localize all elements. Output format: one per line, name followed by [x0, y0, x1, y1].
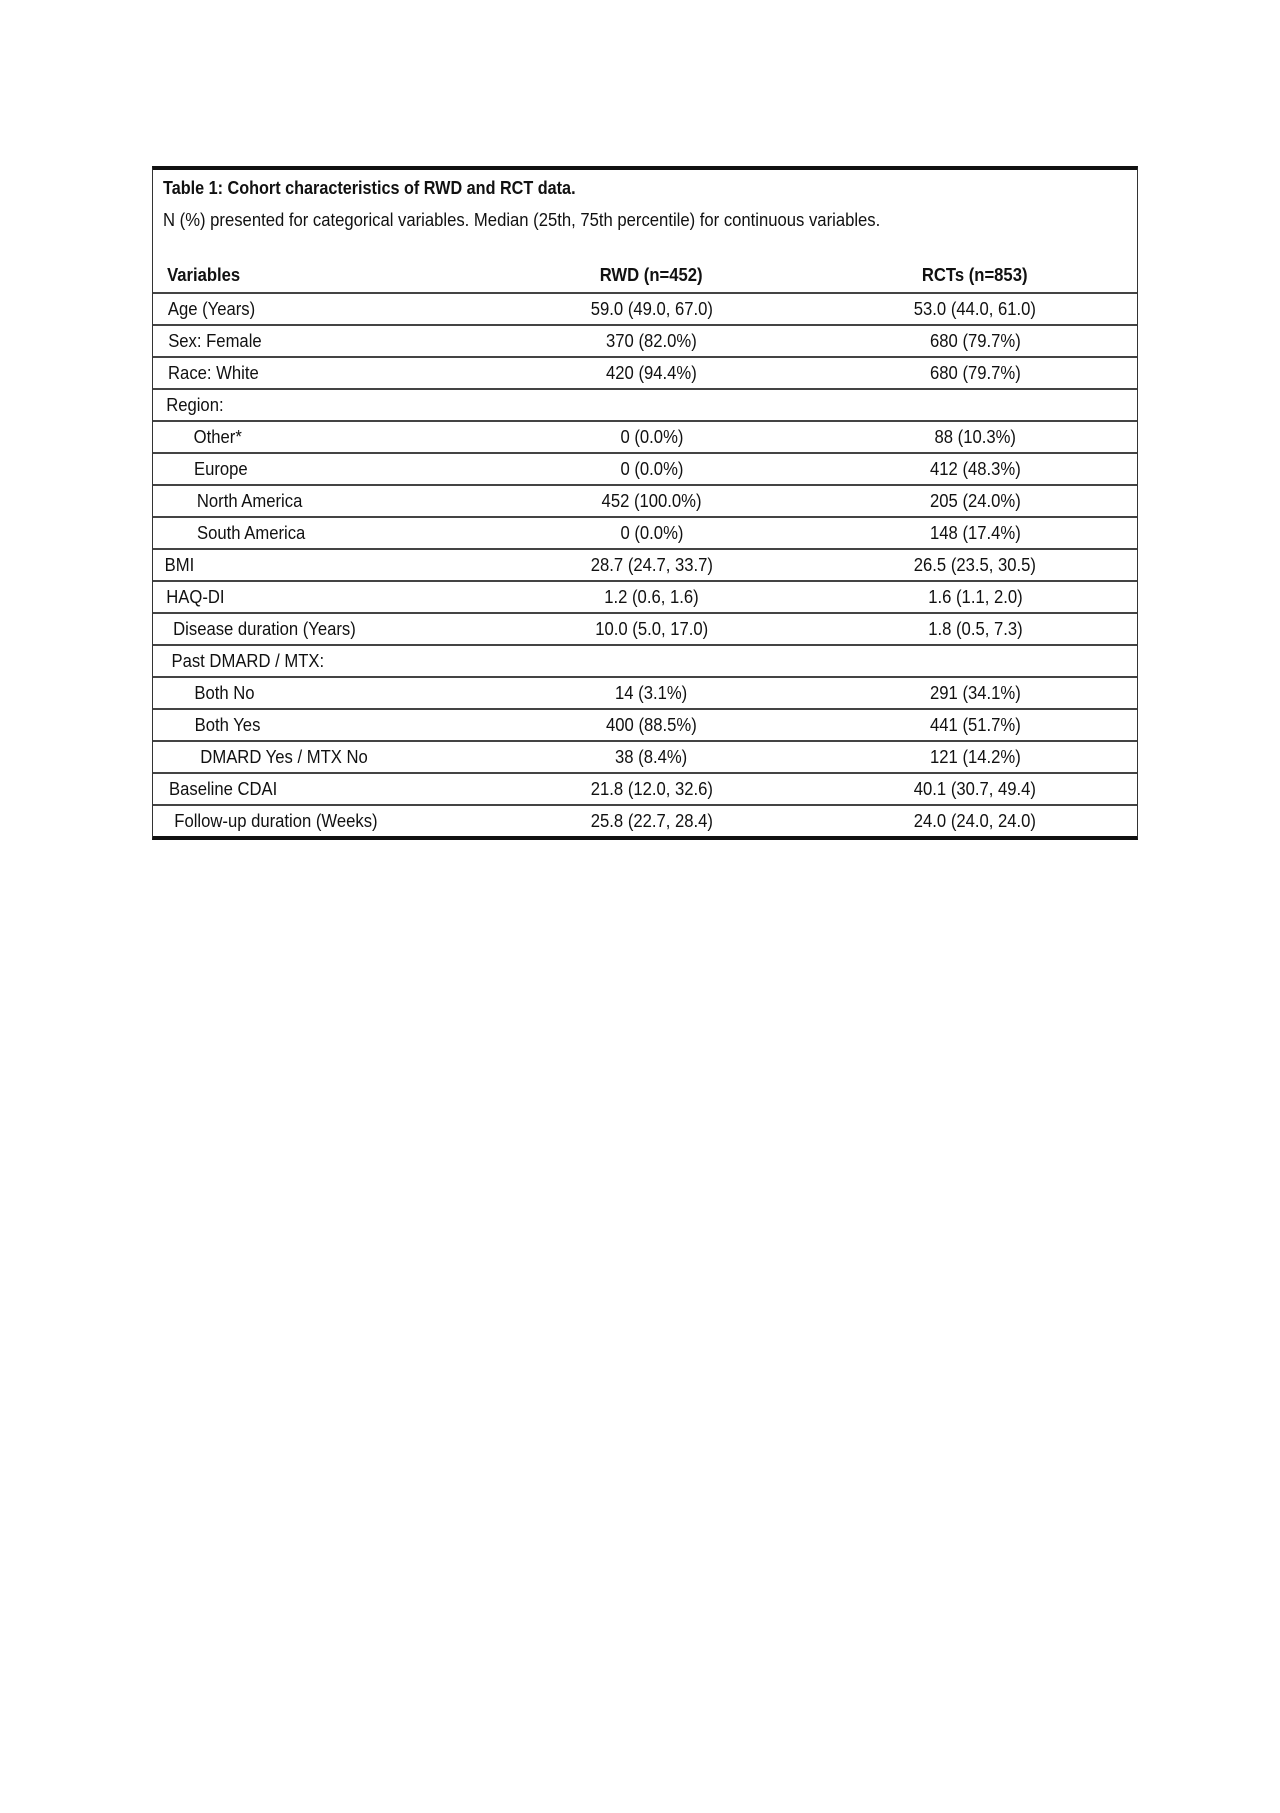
table-row — [153, 388, 1137, 420]
rct-value: 148 (17.4%) — [929, 522, 1021, 543]
table-row — [153, 516, 1137, 548]
table-caption — [153, 170, 1137, 258]
rwd-value: 10.0 (5.0, 17.0) — [595, 618, 708, 639]
row-label: DMARD Yes / MTX No — [200, 746, 368, 767]
rct-value: 441 (51.7%) — [929, 714, 1021, 735]
rwd-value: 0 (0.0%) — [620, 522, 683, 543]
rct-value: 121 (14.2%) — [929, 746, 1021, 767]
row-label: Sex: Female — [168, 330, 262, 351]
rwd-value: 420 (94.4%) — [606, 362, 697, 383]
rwd-value: 59.0 (49.0, 67.0) — [590, 298, 713, 319]
row-label: Region: — [166, 394, 224, 415]
row-label: HAQ-DI — [166, 586, 225, 607]
rwd-value: 370 (82.0%) — [606, 330, 697, 351]
table-row — [153, 484, 1137, 516]
header-rcts: RCTs (n=853) — [922, 264, 1028, 285]
table-row — [153, 644, 1137, 676]
rwd-value: 38 (8.4%) — [615, 746, 688, 767]
row-label: Past DMARD / MTX: — [171, 650, 325, 671]
row-label: BMI — [164, 554, 195, 575]
table-row — [153, 740, 1137, 772]
row-label: Disease duration (Years) — [173, 618, 356, 639]
rwd-value: 0 (0.0%) — [620, 458, 683, 479]
row-label: Other* — [193, 426, 242, 447]
table-row — [153, 580, 1137, 612]
rct-value: 40.1 (30.7, 49.4) — [913, 778, 1037, 799]
rwd-value: 0 (0.0%) — [620, 426, 683, 447]
rct-value: 412 (48.3%) — [929, 458, 1021, 479]
table-body — [153, 292, 1137, 836]
rct-value: 53.0 (44.0, 61.0) — [913, 298, 1037, 319]
row-label: Race: White — [168, 362, 259, 383]
table-row — [153, 612, 1137, 644]
row-label: North America — [196, 490, 303, 511]
table-row — [153, 420, 1137, 452]
table-row — [153, 548, 1137, 580]
rct-value: 24.0 (24.0, 24.0) — [913, 810, 1037, 831]
row-label: South America — [197, 522, 306, 543]
table-subtitle: N (%) presented for categorical variables. Median (25th, 75th percentile) for continuous variables. — [163, 209, 881, 230]
table-title: Table 1: Cohort characteristics of RWD and RCT data. — [163, 178, 576, 198]
rct-value: 1.6 (1.1, 2.0) — [927, 586, 1023, 607]
table-row — [153, 324, 1137, 356]
table-row — [153, 804, 1137, 836]
table-row — [153, 292, 1137, 324]
row-label: Both No — [194, 682, 255, 703]
rct-value: 88 (10.3%) — [934, 426, 1016, 447]
rct-value: 291 (34.1%) — [929, 682, 1021, 703]
rct-value: 205 (24.0%) — [929, 490, 1021, 511]
rwd-value: 25.8 (22.7, 28.4) — [590, 810, 713, 831]
rwd-value: 28.7 (24.7, 33.7) — [590, 554, 713, 575]
table-row — [153, 356, 1137, 388]
rwd-value: 21.8 (12.0, 32.6) — [590, 778, 713, 799]
table-row — [153, 772, 1137, 804]
rct-value: 26.5 (23.5, 30.5) — [913, 554, 1037, 575]
header-variables: Variables — [167, 264, 241, 285]
row-label: Baseline CDAI — [169, 778, 278, 799]
rct-value: 680 (79.7%) — [929, 330, 1021, 351]
table-row — [153, 708, 1137, 740]
rwd-value: 452 (100.0%) — [601, 490, 702, 511]
rwd-value: 14 (3.1%) — [615, 682, 688, 703]
rct-value: 1.8 (0.5, 7.3) — [927, 618, 1023, 639]
row-label: Europe — [193, 458, 248, 479]
row-label: Age (Years) — [167, 298, 256, 319]
rwd-value: 400 (88.5%) — [606, 714, 697, 735]
row-label: Both Yes — [194, 714, 261, 735]
table-row — [153, 452, 1137, 484]
table-row — [153, 676, 1137, 708]
rwd-value: 1.2 (0.6, 1.6) — [604, 586, 699, 607]
cohort-table — [152, 166, 1138, 840]
header-row — [153, 258, 1137, 292]
header-rwd: RWD (n=452) — [600, 264, 703, 285]
row-label: Follow-up duration (Weeks) — [174, 810, 378, 831]
rct-value: 680 (79.7%) — [929, 362, 1021, 383]
